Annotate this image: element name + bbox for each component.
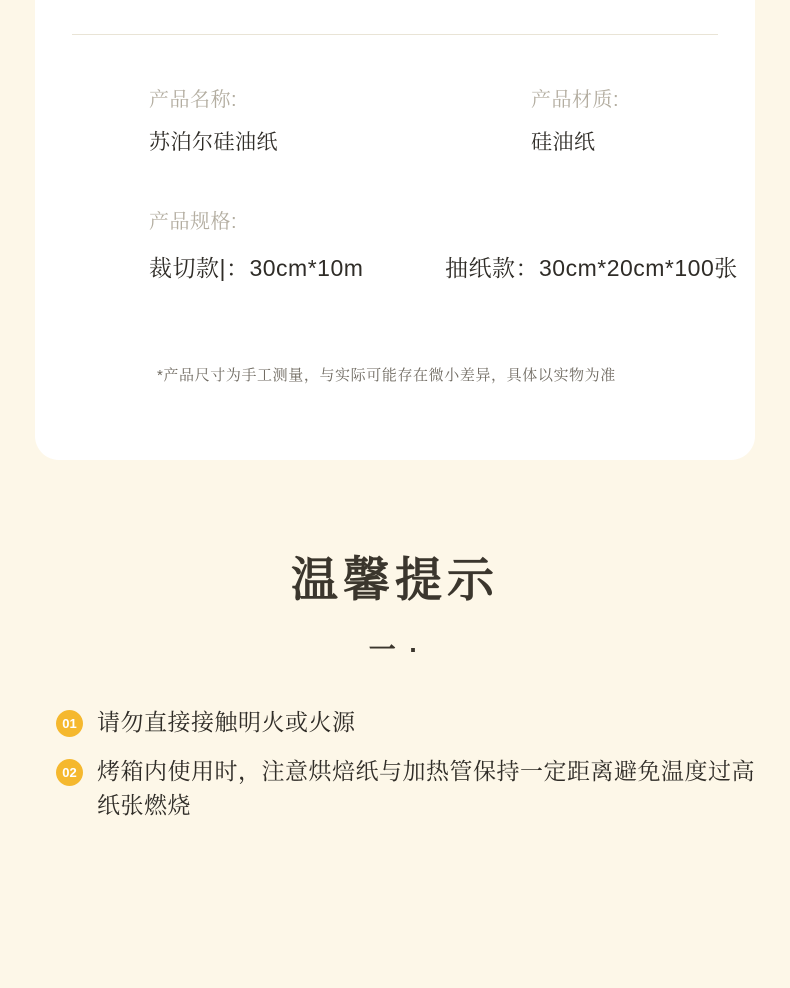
spec-field-product-name bbox=[149, 88, 278, 155]
tip-number-badge: 01 bbox=[56, 710, 83, 737]
product-spec-label: 产品规格: bbox=[149, 211, 238, 233]
tip-number-badge: 02 bbox=[56, 759, 83, 786]
tips-subheading: 一 · bbox=[368, 635, 422, 665]
spec-field-product-material bbox=[531, 88, 619, 155]
product-name-label: 产品名称: bbox=[149, 89, 238, 111]
spec-value-cut: 裁切款|：30cm*10m bbox=[149, 255, 364, 281]
product-material-label: 产品材质: bbox=[531, 89, 620, 111]
list-item bbox=[56, 755, 756, 822]
tips-heading: 温馨提示 bbox=[291, 553, 499, 606]
spec-field-product-spec bbox=[149, 210, 237, 234]
measurement-footnote: *产品尺寸为手工测量，与实际可能存在微小差异，具体以实物为准 bbox=[157, 367, 616, 384]
tips-list bbox=[56, 706, 756, 838]
product-name-value: 苏泊尔硅油纸 bbox=[149, 131, 278, 154]
tip-text: 烤箱内使用时，注意烘焙纸与加热管保持一定距离避免温度过高纸张燃烧 bbox=[97, 758, 755, 818]
spec-value-sheets: 抽纸款：30cm*20cm*100张 bbox=[445, 255, 738, 281]
list-item bbox=[56, 706, 756, 739]
product-material-value: 硅油纸 bbox=[531, 131, 596, 154]
product-spec-values bbox=[149, 250, 789, 283]
product-spec-card bbox=[35, 0, 755, 460]
tip-text: 请勿直接接触明火或火源 bbox=[97, 709, 356, 735]
spec-field-grid bbox=[35, 0, 755, 460]
